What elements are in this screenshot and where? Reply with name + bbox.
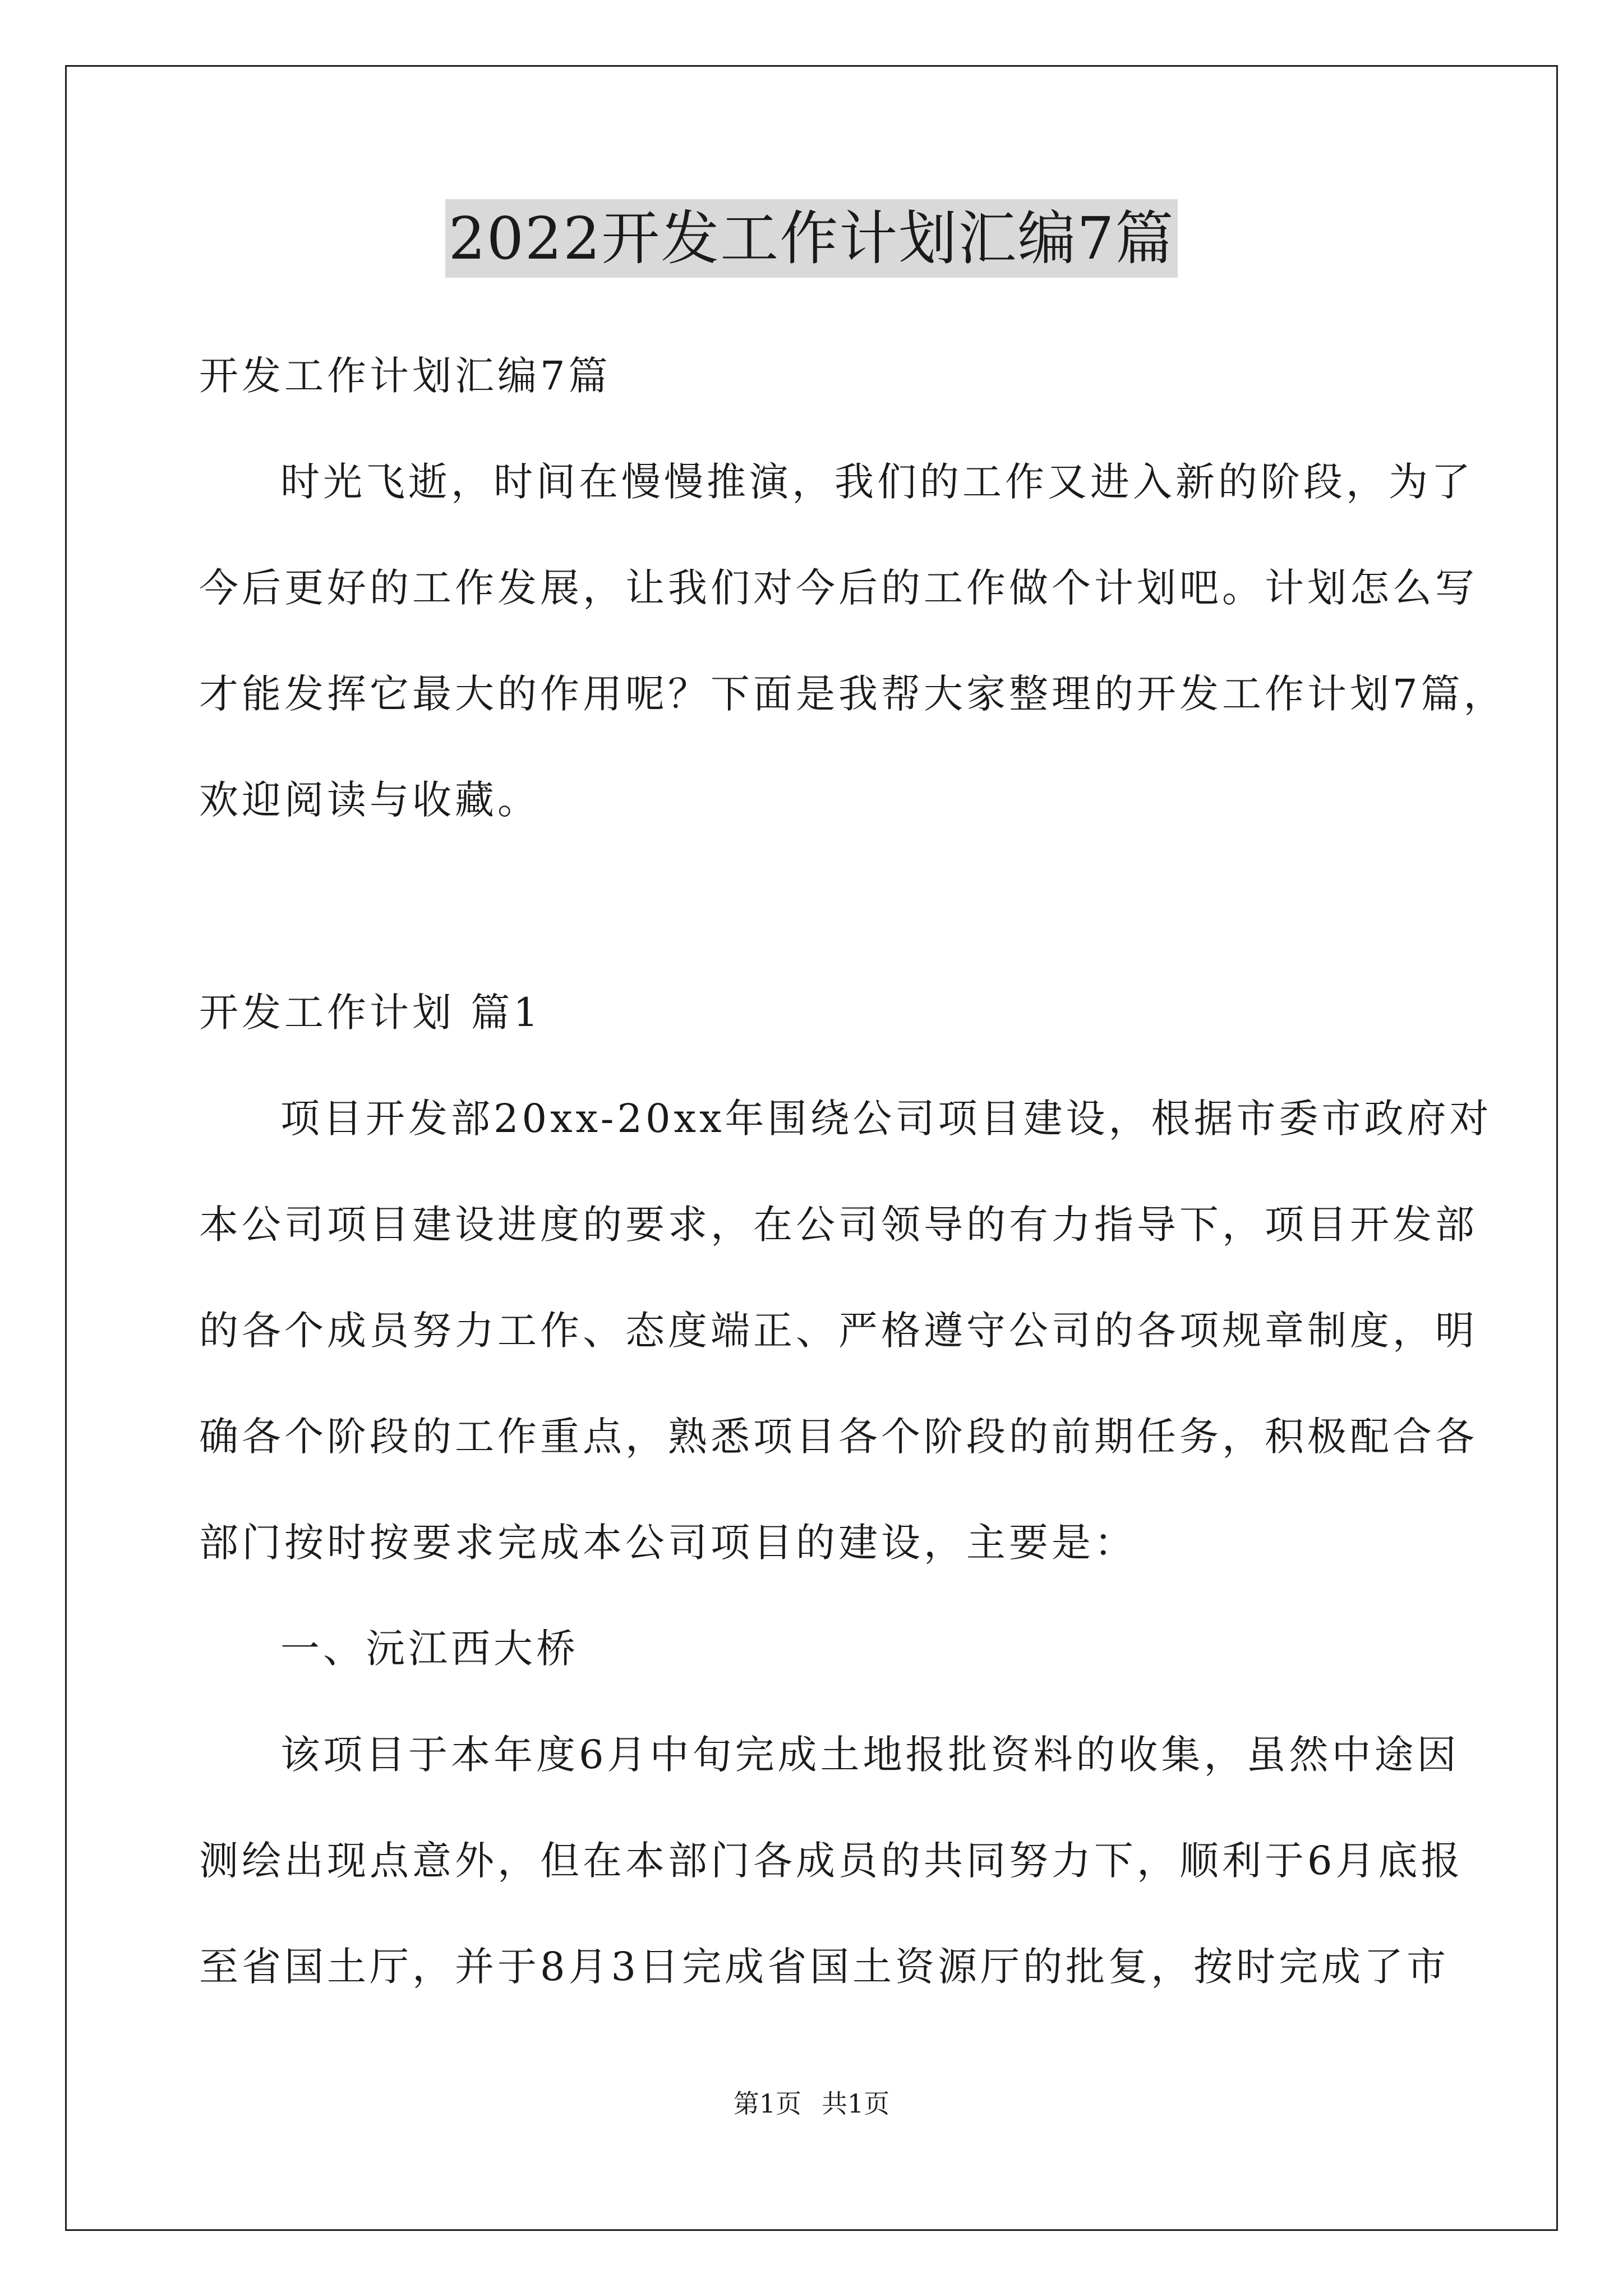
paragraph-line[interactable]: 项目开发部20xx-20xx年围绕公司项目建设，根据市委市政府对 <box>280 1096 1492 1142</box>
paragraph-line[interactable]: 时光飞逝，时间在慢慢推演，我们的工作又进入新的阶段，为了 <box>280 459 1474 505</box>
document-body <box>199 348 1506 2045</box>
document-title[interactable]: 2022开发工作计划汇编7篇 <box>445 199 1178 278</box>
title-container <box>0 199 1623 278</box>
paragraph-line[interactable]: 确各个阶段的工作重点，熟悉项目各个阶段的前期任务，积极配合各 <box>199 1414 1478 1460</box>
paragraph-line[interactable]: 欢迎阅读与收藏。 <box>199 777 540 823</box>
paragraph-line[interactable]: 至省国土厅，并于8月3日完成省国土资源厅的批复，按时完成了市 <box>199 1944 1450 1990</box>
page-number: 第1页 <box>733 2088 801 2119</box>
subtitle[interactable]: 开发工作计划汇编7篇 <box>199 353 611 399</box>
paragraph-line[interactable]: 今后更好的工作发展，让我们对今后的工作做个计划吧。计划怎么写 <box>199 565 1478 611</box>
paragraph-line[interactable]: 该项目于本年度6月中旬完成土地报批资料的收集，虽然中途因 <box>280 1732 1460 1778</box>
section-heading[interactable]: 开发工作计划 篇1 <box>199 990 542 1036</box>
page-total: 共1页 <box>822 2088 890 2119</box>
paragraph-line[interactable]: 本公司项目建设进度的要求，在公司领导的有力指导下，项目开发部 <box>199 1202 1478 1248</box>
section-spacer <box>199 878 1467 984</box>
paragraph-line[interactable]: 的各个成员努力工作、态度端正、严格遵守公司的各项规章制度，明 <box>199 1308 1478 1354</box>
subsection-heading[interactable]: 一、沅江西大桥 <box>280 1626 579 1672</box>
paragraph-line[interactable]: 部门按时按要求完成本公司项目的建设，主要是： <box>199 1520 1137 1566</box>
paragraph-line[interactable]: 才能发挥它最大的作用呢？下面是我帮大家整理的开发工作计划7篇， <box>199 671 1506 717</box>
page-footer <box>0 2087 1623 2120</box>
paragraph-line[interactable]: 测绘出现点意外，但在本部门各成员的共同努力下，顺利于6月底报 <box>199 1838 1464 1884</box>
